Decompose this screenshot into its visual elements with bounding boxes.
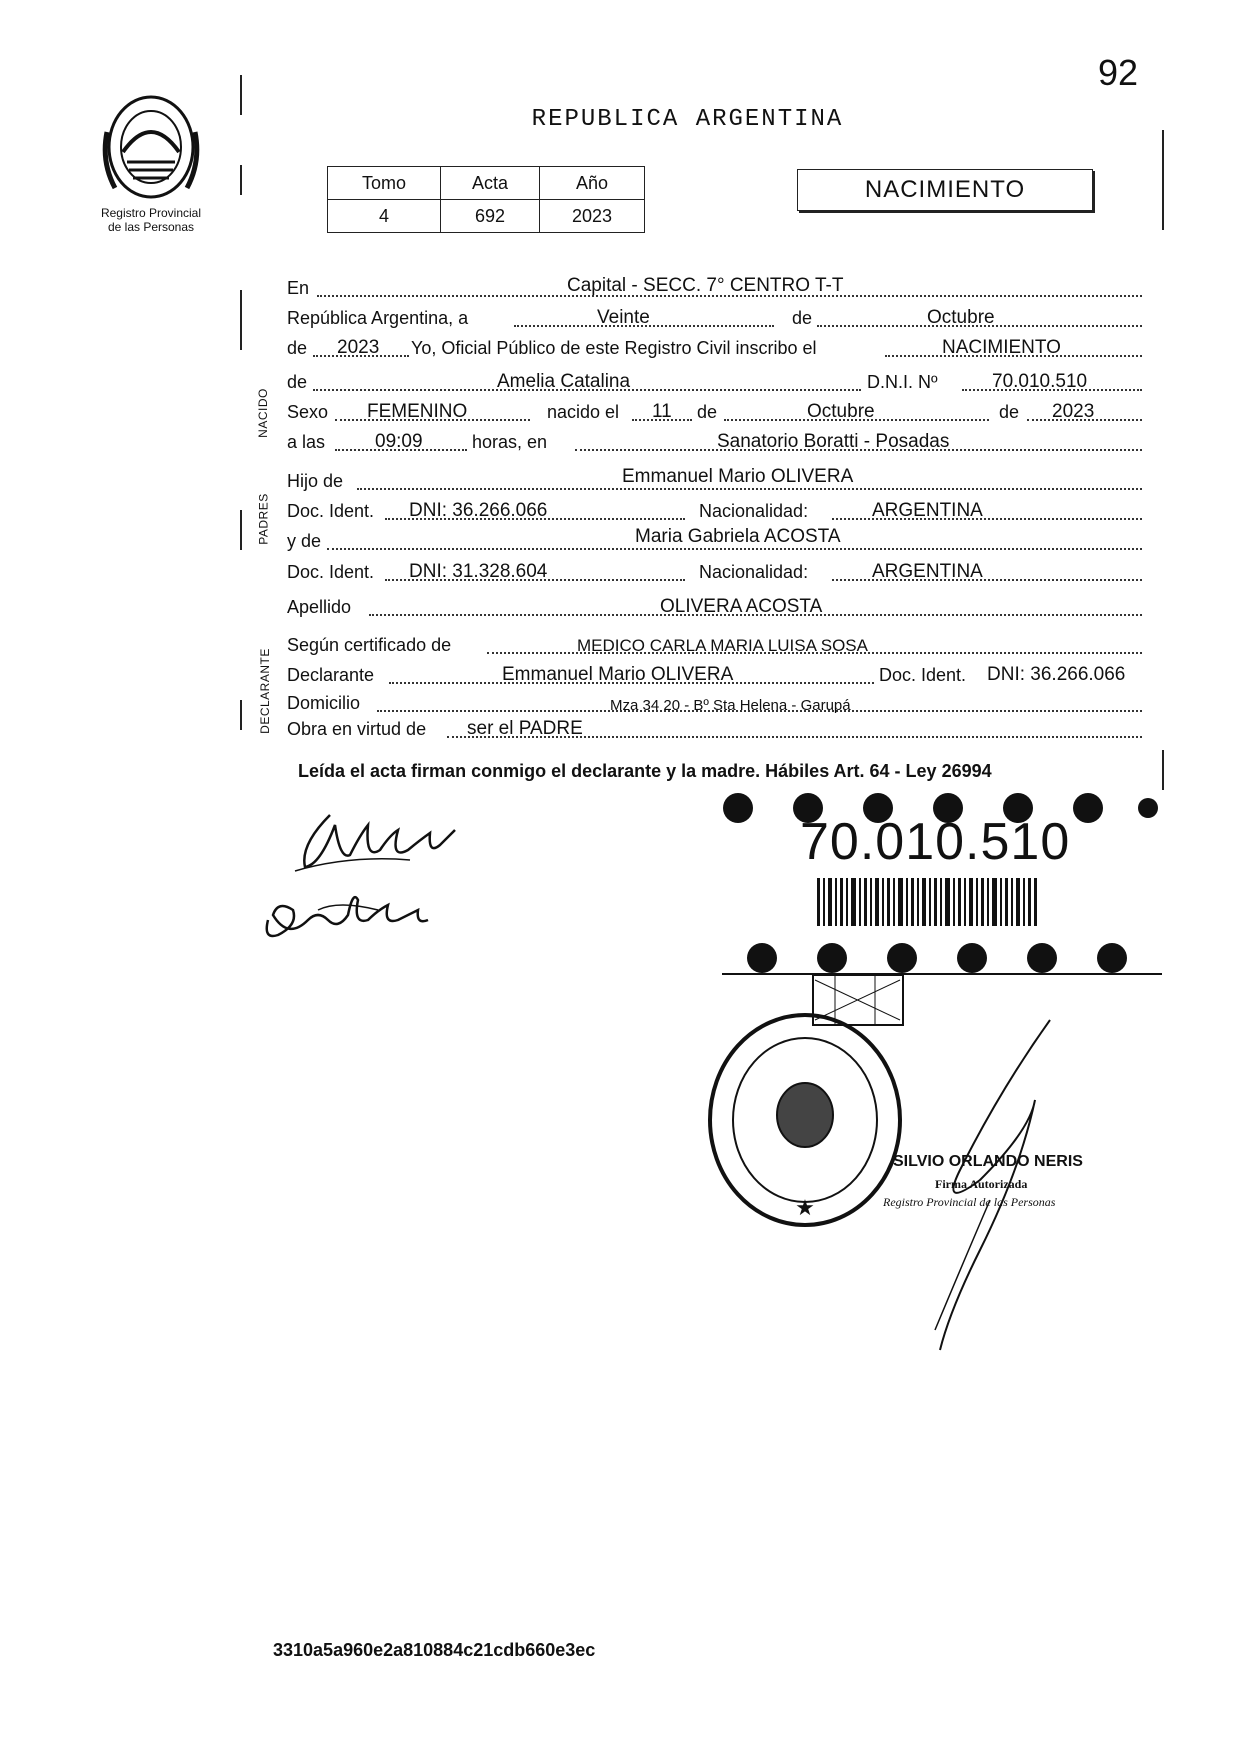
yde-label: y de	[287, 531, 322, 551]
document-hash: 3310a5a960e2a810884c21cdb660e3ec	[273, 1640, 596, 1660]
declarante-value: Emmanuel Mario OLIVERA	[502, 664, 734, 685]
svg-text:★: ★	[795, 1196, 815, 1221]
alas-label: a las	[287, 432, 326, 452]
domicilio-label: Domicilio	[287, 693, 361, 713]
officer-name: SILVIO ORLANDO NERIS	[893, 1153, 1083, 1170]
madre-value: Maria Gabriela ACOSTA	[635, 526, 841, 547]
nacido-mes: Octubre	[807, 401, 875, 422]
margin-line	[240, 700, 242, 730]
anio-value: 2023	[540, 200, 645, 233]
form-row-nombre	[287, 367, 1142, 397]
lugar-value: Sanatorio Boratti - Posadas	[717, 431, 950, 452]
dni-label: D.N.I. Nº	[867, 372, 938, 392]
declarante-label: Declarante	[287, 665, 375, 685]
padre-value: Emmanuel Mario OLIVERA	[622, 466, 854, 487]
doc2-value: DNI: 31.328.604	[409, 561, 548, 582]
domicilio-value: Mza 34 20 - Bº Sta Helena - Garupá	[610, 697, 851, 714]
security-r-pattern-bottom	[722, 940, 1162, 976]
officer-role: Firma Autorizada	[935, 1177, 1028, 1191]
de2-label: de	[287, 338, 308, 358]
de4-label: de	[697, 402, 718, 422]
margin-line	[1162, 130, 1164, 230]
de3-label: de	[287, 372, 308, 392]
declarant-signature	[290, 805, 460, 875]
form-row-certificado	[287, 630, 1142, 660]
tomo-value: 4	[328, 200, 441, 233]
form-row-obra	[287, 714, 1142, 744]
doc2-label: Doc. Ident.	[287, 562, 375, 582]
side-label-padres: PADRES	[256, 493, 271, 545]
nacido-anio: 2023	[1052, 401, 1095, 422]
nombre-value: Amelia Catalina	[497, 371, 631, 392]
doc1-label: Doc. Ident.	[287, 501, 375, 521]
page-number: 92	[1098, 52, 1139, 93]
form-row-hora	[287, 427, 1142, 457]
barcode-icon	[817, 878, 1037, 926]
document-type-box: NACIMIENTO	[797, 169, 1093, 211]
margin-line	[240, 290, 242, 350]
sexo-value: FEMENINO	[367, 401, 468, 422]
obra-label: Obra en virtud de	[287, 719, 427, 739]
certificado-label: Según certificado de	[287, 635, 452, 655]
form-row-apellido	[287, 592, 1142, 622]
margin-line	[1162, 750, 1164, 790]
nac2-value: ARGENTINA	[872, 561, 983, 582]
side-label-declarante: DECLARANTE	[257, 648, 272, 734]
hora-value: 09:09	[375, 431, 423, 452]
form-row-madre	[287, 526, 1142, 556]
nacido-dia: 11	[652, 401, 672, 422]
hijo-label: Hijo de	[287, 471, 344, 491]
logo-caption-line2: de las Personas	[107, 220, 195, 234]
form-row-declarante	[287, 660, 1142, 690]
dni-value: 70.010.510	[992, 371, 1088, 392]
nac1-label: Nacionalidad:	[699, 501, 809, 521]
de-label: de	[792, 308, 813, 328]
sexo-label: Sexo	[287, 402, 329, 422]
form-row-fecha	[287, 303, 1142, 333]
doc3-value: DNI: 36.266.066	[987, 664, 1126, 685]
apellido-label: Apellido	[287, 597, 352, 617]
form-row-padre	[287, 466, 1142, 496]
obra-value: ser el PADRE	[467, 718, 583, 739]
anio-header: Año	[540, 167, 645, 200]
certificado-value: MEDICO CARLA MARIA LUISA SOSA	[577, 636, 868, 655]
mother-signature	[258, 880, 458, 950]
doc1-value: DNI: 36.266.066	[409, 500, 548, 521]
closing-note: Leída el acta firman conmigo el declarante y la madre. Hábiles Art. 64 - Ley 26994	[298, 761, 992, 781]
horas-label: horas, en	[472, 432, 548, 452]
form-row-inscribo	[287, 333, 1142, 363]
acta-header: Acta	[441, 167, 540, 200]
nacido-label: nacido el	[547, 402, 620, 422]
stamp-number: 70.010.510	[800, 813, 1071, 871]
nac2-label: Nacionalidad:	[699, 562, 809, 582]
margin-line	[240, 510, 242, 550]
document-title: REPUBLICA ARGENTINA	[531, 106, 844, 133]
form-row-doc1	[287, 496, 1142, 526]
officer-org: Registro Provincial de las Personas	[883, 1195, 1056, 1209]
doc3-label: Doc. Ident.	[879, 665, 967, 685]
mes-value: Octubre	[927, 307, 995, 328]
anio-value-form: 2023	[337, 337, 380, 358]
logo-caption-line1: Registro Provincial	[100, 206, 202, 220]
form-row-doc2	[287, 557, 1142, 587]
tipo-value: NACIMIENTO	[942, 337, 1061, 358]
de5-label: de	[999, 402, 1020, 422]
margin-line	[240, 165, 242, 195]
apellido-value: OLIVERA ACOSTA	[660, 596, 823, 617]
en-label: En	[287, 278, 310, 298]
acta-value: 692	[441, 200, 540, 233]
republica-label: República Argentina, a	[287, 308, 469, 328]
dia-value: Veinte	[597, 307, 650, 328]
en-value: Capital - SECC. 7° CENTRO T-T	[567, 275, 844, 296]
yo-text: Yo, Oficial Público de este Registro Civil inscribo el	[411, 338, 817, 358]
side-label-nacido: NACIDO	[255, 388, 270, 438]
form-row-en	[287, 273, 1142, 303]
form-row-sexo	[287, 397, 1142, 427]
tomo-header: Tomo	[328, 167, 441, 200]
margin-line	[240, 75, 242, 115]
nac1-value: ARGENTINA	[872, 500, 983, 521]
registry-table	[327, 166, 645, 233]
